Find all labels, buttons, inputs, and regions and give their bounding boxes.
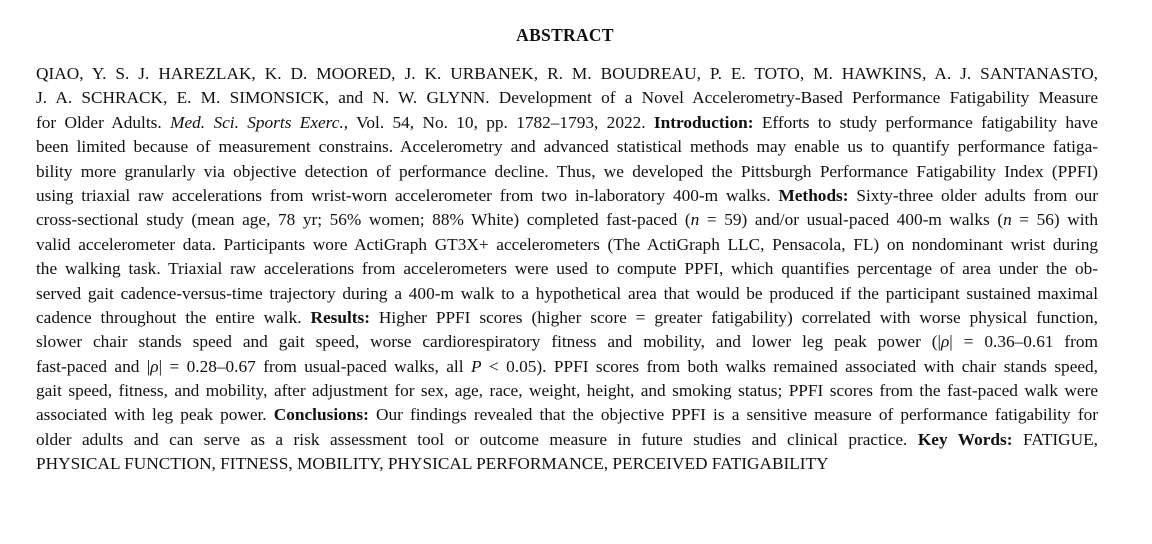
- abstract-line: [36, 282, 1098, 306]
- section-label: Key Words:: [917, 429, 1013, 449]
- abstract-text: PHYSICAL FUNCTION, FITNESS, MOBILITY, PHYSICAL PERFORMANCE, PERCEIVED FATIGABILITY: [36, 454, 829, 474]
- abstract-line: [36, 379, 1098, 403]
- abstract-line: [36, 62, 1098, 86]
- abstract-line: [36, 403, 1098, 427]
- abstract-line: [36, 452, 1098, 476]
- abstract-text: using triaxial raw accelerations from wrist-worn accelerometer from two in-laboratory 400-m walks.: [36, 185, 779, 205]
- abstract-text: been limited because of measurement constrains. Accelerometry and advanced statistical methods may enable us to quantify performance fatiga-: [36, 137, 1098, 157]
- abstract-text: cross-sectional study (mean age, 78 yr; 56% women; 88% White) completed fast-paced (: [36, 210, 691, 230]
- abstract-text: cadence throughout the entire walk.: [36, 307, 311, 327]
- abstract-line: [36, 233, 1098, 257]
- abstract-text: Our findings revealed that the objective PPFI is a sensitive measure of performance fatigability for: [368, 405, 1098, 425]
- abstract-text: bility more granularly via objective detection of performance decline. Thus, we developed the Pittsburgh Performance Fatigability Index (PPFI): [36, 161, 1098, 181]
- section-label: Introduction:: [653, 112, 754, 132]
- abstract-text: older adults and can serve as a risk assessment tool or outcome measure in future studies and clinical practice.: [36, 429, 918, 449]
- abstract-text: < 0.05). PPFI scores from both walks remained associated with chair stands speed,: [481, 356, 1098, 376]
- abstract-text: , Vol. 54, No. 10, pp. 1782–1793, 2022.: [343, 112, 654, 132]
- abstract-text: J. A. SCHRACK, E. M. SIMONSICK, and N. W. GLYNN. Development of a Novel Accelerometry-Based Performance Fatigability Measure: [36, 88, 1098, 108]
- abstract-text: fast-paced and |: [36, 356, 151, 376]
- abstract-line: [36, 184, 1098, 208]
- abstract-line: [36, 135, 1098, 159]
- abstract-text: Efforts to study performance fatigability have: [753, 112, 1098, 132]
- abstract-body: [36, 62, 1098, 477]
- abstract-text: | = 0.36–0.61 from: [949, 332, 1098, 352]
- abstract-text: | = 0.28–0.67 from usual-paced walks, all: [158, 356, 471, 376]
- italic-text: ρ: [941, 332, 950, 352]
- abstract-line: [36, 330, 1098, 354]
- abstract-line: [36, 428, 1098, 452]
- italic-text: P: [470, 356, 482, 376]
- abstract-text: QIAO, Y. S. J. HAREZLAK, K. D. MOORED, J. K. URBANEK, R. M. BOUDREAU, P. E. TOTO, M. HAWKINS, A. J. SANTANASTO,: [36, 64, 1098, 83]
- section-label: Results:: [310, 307, 370, 327]
- abstract-text: Sixty-three older adults from our: [848, 185, 1098, 205]
- abstract-text: gait speed, fitness, and mobility, after adjustment for sex, age, race, weight, height, and smoking status; PPFI scores from the fast-paced walk were: [36, 381, 1098, 401]
- abstract-text: FATIGUE,: [1012, 429, 1098, 449]
- abstract-heading: ABSTRACT: [516, 25, 614, 45]
- abstract-text: Higher PPFI scores (higher score = greater fatigability) correlated with worse physical function,: [370, 307, 1098, 327]
- italic-text: Med. Sci. Sports Exerc.: [170, 112, 344, 132]
- abstract-text: valid accelerometer data. Participants wore ActiGraph GT3X+ accelerometers (The ActiGraph LLC, Pensacola, FL) on nondominant wrist during: [36, 234, 1098, 254]
- italic-text: ρ: [150, 356, 159, 376]
- italic-text: n: [1003, 210, 1012, 230]
- abstract-line: [36, 306, 1098, 330]
- abstract-text: served gait cadence-versus-time trajectory during a 400-m walk to a hypothetical area that would be produced if the participant sustained maximal: [36, 283, 1098, 303]
- abstract-line: [36, 208, 1098, 232]
- abstract-line: [36, 257, 1098, 281]
- abstract-line: [36, 355, 1098, 379]
- abstract-text: associated with leg peak power.: [36, 405, 274, 425]
- abstract-line: [36, 111, 1098, 135]
- italic-text: n: [690, 210, 700, 230]
- abstract-text: = 56) with: [1011, 210, 1099, 230]
- abstract-line: [36, 160, 1098, 184]
- abstract-text: the walking task. Triaxial raw accelerations from accelerometers were used to compute PPFI, which quantifies percentage of area under the ob-: [36, 259, 1098, 279]
- abstract-line: [36, 86, 1098, 110]
- abstract-text: = 59) and/or usual-paced 400-m walks (: [699, 210, 1004, 230]
- section-label: Conclusions:: [273, 405, 369, 425]
- abstract-text: for Older Adults.: [36, 112, 171, 132]
- abstract-text: slower chair stands speed and gait speed, worse cardiorespiratory fitness and mobility, and lower leg peak power (|: [36, 332, 941, 352]
- section-label: Methods:: [778, 185, 849, 205]
